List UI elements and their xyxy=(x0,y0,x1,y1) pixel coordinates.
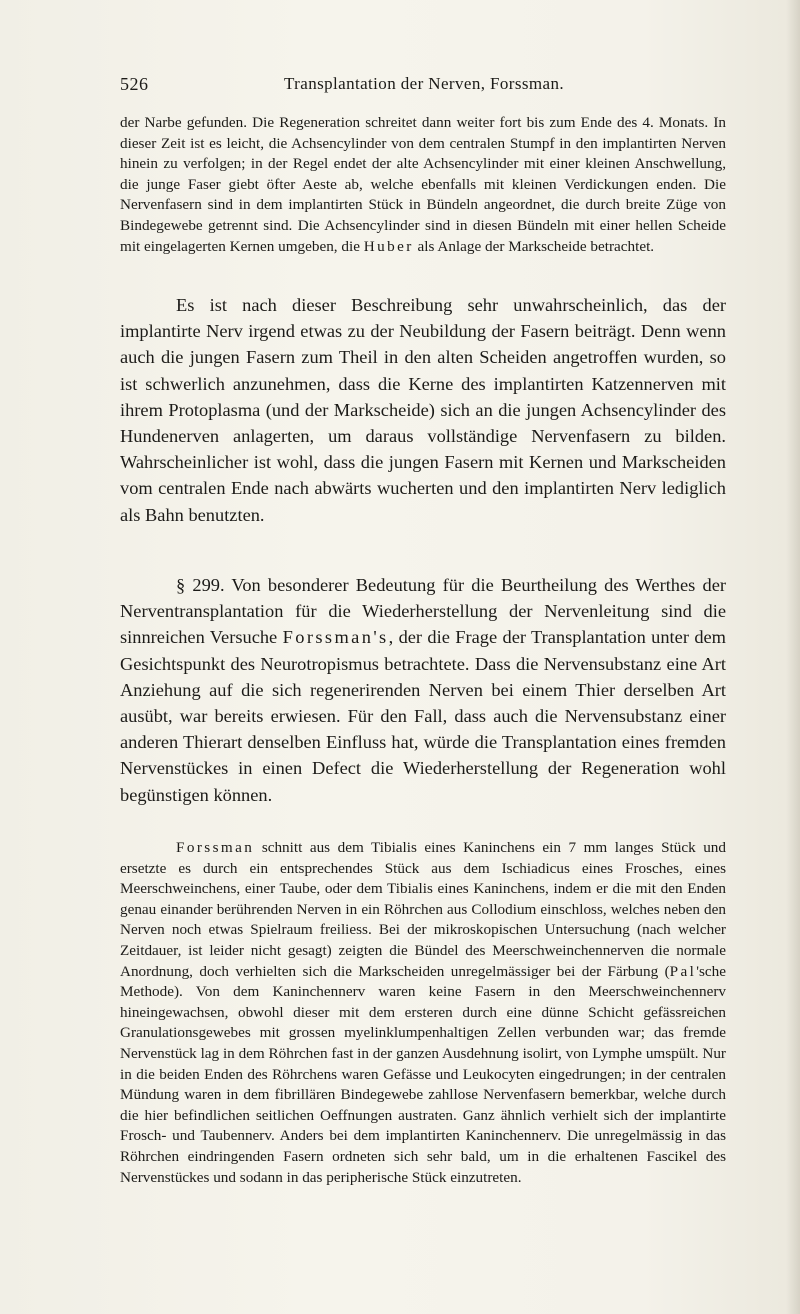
paragraph-4 xyxy=(120,838,726,1188)
author-name-forssman-2: Forssman xyxy=(176,839,255,856)
paragraph-2-text: Es ist nach dieser Beschreibung sehr unwahrscheinlich, das der implantirte Nerv irgend etwas zu der Neubildung der Fasern beiträgt. Denn wenn auch die jungen Fasern zum Theil in den alten Scheiden angetroffen wurden, so ist schwerlich anzunehmen, dass die Kerne des implantirten Katzennerven mit ihrem Protoplasma (und der Markscheide) sich an die jungen Achsencylinder des Hundenerven anlagerten, um daraus vollständige Nervenfasern zu bilden. Wahrscheinlicher ist wohl, dass die jungen Fasern mit Kernen und Markscheiden vom centralen Ende nach abwärts wucherten und den implantirten Nerv lediglich als Bahn benutzten. xyxy=(120,295,726,525)
author-name-huber: Huber xyxy=(363,237,414,255)
paragraph-1-text: der Narbe gefunden. Die Regeneration schreitet dann weiter fort bis zum Ende des 4. Monats. In dieser Zeit ist es leicht, die Achsencylinder von dem centralen Stumpf in den implantirten Nerven hinein zu verfolgen; in der Regel endet der alte Achsencylinder mit einer kleinen Anschwellung, die junge Faser giebt öfter Aeste ab, welche ebenfalls mit kleinen Verdickungen enden. Die Nervenfasern sind in dem implantirten Stück in Bündeln angeordnet, die durch breite Züge von Bindegewebe getrennt sind. Die Achsencylinder sind in diesen Bündeln mit einer hellen Scheide mit eingelagerten Kernen umgeben, die xyxy=(120,114,726,255)
running-title: Transplantation der Nerven, Forssman. xyxy=(284,74,564,93)
paragraph-4-text: schnitt aus dem Tibialis eines Kaninchens ein 7 mm langes Stück und ersetzte es durch ein entsprechendes Stück aus dem Ischiadicus eines Frosches, eines Meerschweinchens, einer Taube, oder dem Tibialis eines Kaninchens, indem er die mit den Enden genau einander berührenden Nerven in ein Röhrchen aus Collodium einschloss, welches neben den Nerven noch etwas Spielraum freiliess. Bei der mikroskopischen Untersuchung (nach welcher Zeitdauer, ist leider nicht gesagt) zeigten die Bündel des Meerschweinchennerven die normale Anordnung, doch verhielten sich die Markscheiden unregelmässiger bei der Färbung ( xyxy=(120,839,726,980)
paragraph-3-text: § 299. Von besonderer Bedeutung für die Beurtheilung des Werthes der Nerventransplantation für die Wiederherstellung der Nervenleitung sind die sinnreichen Versuche xyxy=(120,575,726,648)
page-edge-shadow xyxy=(786,0,800,1314)
author-name-forssman: Forssman's xyxy=(282,627,389,648)
page-header xyxy=(120,74,726,98)
page-number: 526 xyxy=(120,74,149,94)
paragraph-1 xyxy=(120,113,726,257)
paragraph-3-text-after: , der die Frage der Transplantation unter dem Gesichtspunkt des Neurotropismus betrachtete. Dass die Nervensubstanz eine Art Anziehung auf die sich regenerirenden Nerven bei einem Thier derselben Art ausübt, war bereits erwiesen. Für den Fall, dass auch die Nervensubstanz einer anderen Thierart denselben Einfluss hat, würde die Transplantation eines fremden Nervenstückes in einen Defect die Wiederherstellung der Regeneration wohl begünstigen können. xyxy=(120,627,726,805)
author-name-pal: Pal xyxy=(669,962,697,980)
paragraph-4-text-mid: 'sche Methode). Von dem Kaninchennerv waren keine Fasern in den Meerschweinchennerv hineingewachsen, obwohl dieser mit dem ersteren durch eine dünne Schicht gefässreichen Granulationsgewebes mit grossen myelinklumpenhaltigen Zellen verbunden war; das fremde Nervenstück lag in dem Röhrchen fast in der ganzen Ausdehnung isolirt, von Lymphe umspült. Nur in die beiden Enden des Röhrchens waren Gefässe und Leukocyten eingedrungen; in der centralen Mündung waren in dem fibrillären Bindegewebe zahllose Nervenfasern bemerkbar, welche durch die hier befindlichen seitlichen Oeffnungen austraten. Ganz ähnlich verhielt sich der implantirte Frosch- und Taubennerv. Anders bei dem implantirten Kaninchennerv. Die unregelmässig in das Röhrchen eindringenden Fasern ordneten sich sehr bald, um in die erhaltenen Fascikel des Nervenstückes und sodann in das peripherische Stück einzutreten. xyxy=(120,962,726,1186)
paragraph-2 xyxy=(120,292,726,528)
paragraph-1-text-after: als Anlage der Markscheide betrachtet. xyxy=(413,237,655,255)
paragraph-3-section-299 xyxy=(120,572,726,808)
